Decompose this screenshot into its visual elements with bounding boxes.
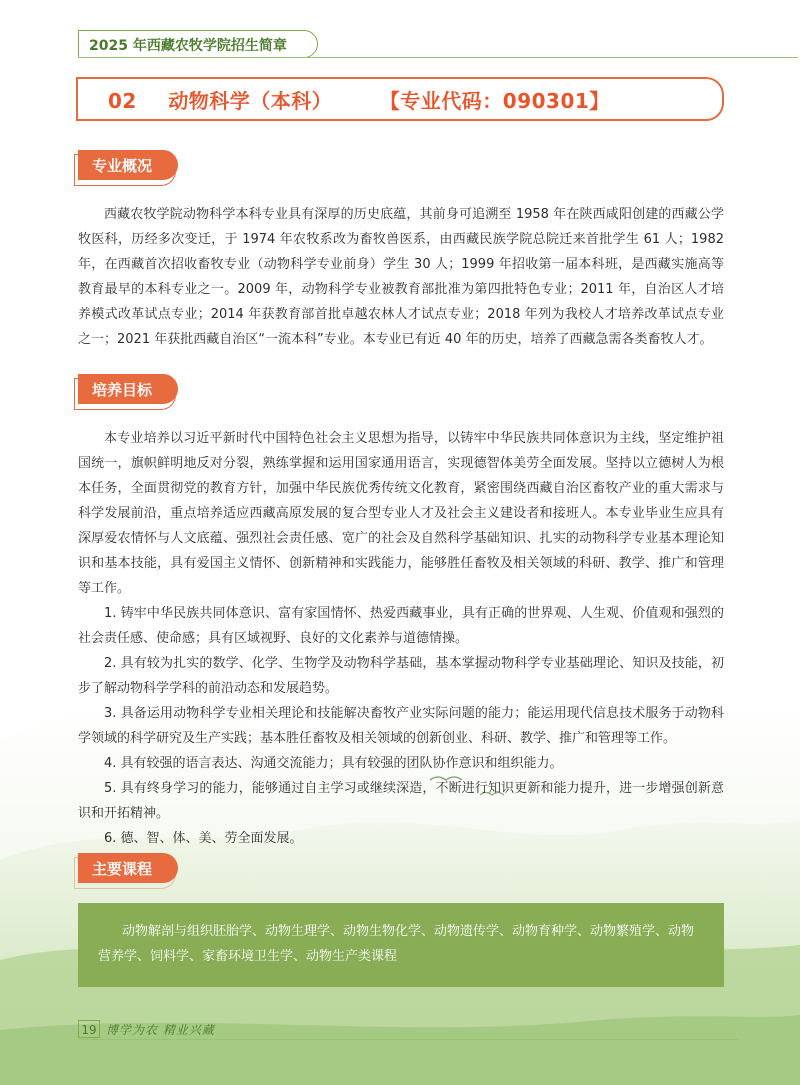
goal-item: 6. 德、智、体、美、劳全面发展。: [104, 831, 303, 846]
courses-box: [78, 903, 724, 987]
goals-intro: 本专业培养以习近平新时代中国特色社会主义思想为指导，以铸牢中华民族共同体意识为主线，坚定维护祖国统一，旗帜鲜明地反对分裂，熟练掌握和运用国家通用语言，实现德智体美劳全面发展。坚持以立德树人为根本任务，全面贯彻党的教育方针，加强中华民族优秀传统文化教育，紧密围绕西藏自治区畜牧产业的重大需求与科学发展前沿，重点培养适应西藏高原发展的复合型专业人才及社会主义建设者和接班人。本专业毕业生应具有深厚爱农情怀与人文底蕴、强烈社会责任感、宽广的社会及自然科学基础知识、扎实的动物科学专业基本理论知识和基本技能，具有爱国主义情怀、创新精神和实践能力，能够胜任畜牧及相关领域的科研、教学、推广和管理等工作。: [78, 431, 724, 596]
courses-text: 动物解剖与组织胚胎学、动物生理学、动物生物化学、动物遗传学、动物育种学、动物繁殖学、动物营养学、饲料学、家畜环境卫生学、动物生产类课程: [98, 924, 695, 964]
overview-paragraph: 西藏农牧学院动物科学本科专业具有深厚的历史底蕴，其前身可追溯至 1958 年在陕西咸阳创建的西藏公学牧医科，历经多次变迁，于 1974 年农牧系改为畜牧兽医系，由西藏民族学院总院迁来首批学生 61 人；1982 年，在西藏首次招收畜牧专业（动物科学专业前身）学生 30 人；1999 年招收第一届本科班，是西藏实施高等教育最早的本科专业之一。2009 年，动物科学专业被教育部批准为第四批特色专业；2011 年，自治区人才培养模式改革试点专业；2014 年获教育部首批卓越农林人才试点专业；2018 年列为我校人才培养改革试点专业之一；2021 年获批西藏自治区“一流本科”专业。本专业已有近 40 年的历史，培养了西藏急需各类畜牧人才。: [78, 207, 724, 347]
major-name: 动物科学（本科）: [168, 89, 333, 113]
goals-text: [78, 426, 724, 851]
goal-item: 3. 具备运用动物科学专业相关理论和技能解决畜牧产业实际问题的能力；能运用现代信息技术服务于动物科学领域的科学研究及生产实践；基本胜任畜牧及相关领域的创新创业、科研、教学、推广和管理等工作。: [78, 706, 724, 746]
major-title-box: [76, 77, 724, 121]
page-number: 19: [78, 1020, 100, 1038]
brochure-title: 2025 年西藏农牧学院招生简章: [89, 38, 287, 54]
section-tag-goals: 培养目标: [78, 374, 178, 404]
section-tag-overview: 专业概况: [78, 150, 178, 180]
brochure-title-bar: [78, 30, 318, 58]
goal-item: 5. 具有终身学习的能力，能够通过自主学习或继续深造，不断进行知识更新和能力提升，进一步增强创新意识和开拓精神。: [78, 781, 724, 821]
overview-text: [78, 202, 724, 352]
footer-divider: [78, 1039, 738, 1040]
goal-item: 1. 铸牢中华民族共同体意识、富有家国情怀、热爱西藏事业，具有正确的世界观、人生观、价值观和强烈的社会责任感、使命感；具有区域视野、良好的文化素养与道德情操。: [78, 606, 724, 646]
footer-motto: 博学为农 精业兴藏: [106, 1023, 215, 1037]
section-tag-courses: 主要课程: [78, 853, 178, 883]
header-divider: [78, 57, 798, 58]
major-number: 02: [108, 89, 137, 113]
goal-item: 2. 具有较为扎实的数学、化学、生物学及动物科学基础，基本掌握动物科学专业基础理论、知识及技能，初步了解动物科学学科的前沿动态和发展趋势。: [78, 656, 724, 696]
major-code: 【专业代码：090301】: [379, 89, 610, 113]
goal-item: 4. 具有较强的语言表达、沟通交流能力；具有较强的团队协作意识和组织能力。: [104, 756, 563, 771]
major-title: [108, 85, 610, 114]
